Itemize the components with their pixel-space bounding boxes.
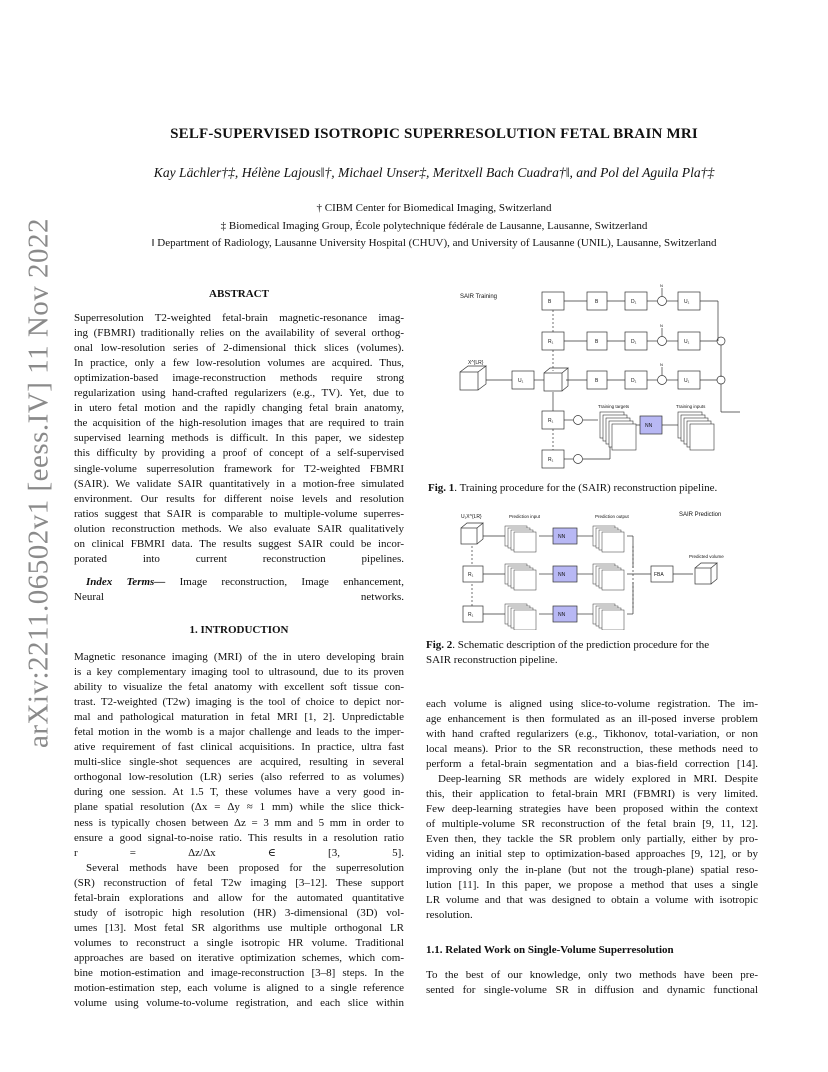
fig1-targets-label: Training targets — [598, 404, 630, 409]
fig2-output-stack — [593, 604, 624, 630]
fig2-title: SAIR Prediction — [679, 512, 722, 518]
intro-line: fetal motion in the womb is a major challenge and leads to the imper- — [74, 726, 404, 739]
right-line: Deep-learning SR methods are widely explored in MRI. Despite — [438, 773, 758, 786]
left-column — [74, 287, 404, 1011]
arxiv-identifier: arXiv:2211.06502v1 [eess.IV] 11 Nov 2022 — [22, 217, 55, 749]
fig1-training-targets-stack — [600, 412, 636, 450]
abstract-line: (SAIR). We validate SAIR quantitatively in a motion-free simulated — [74, 477, 404, 490]
right-line: lution [11]. In this paper, we propose a method that uses a single — [426, 878, 758, 891]
right-line: with hand crafted regularizers (e.g., Tikhonov, total-variation, or non — [426, 728, 758, 741]
fig2-fba-label: FBA — [654, 572, 664, 578]
fig2-label-r: R₁ — [468, 572, 474, 578]
index-terms-line-2: Neural networks. — [74, 590, 404, 603]
fig1-label-u: U₁ — [684, 299, 690, 305]
fig1-title: SAIR Training — [460, 294, 498, 300]
intro-line: ensure a good signal-to-noise ratio. This results in a resolution ratio — [74, 831, 404, 844]
right-line: age enhancement is then formulated as an ill-posed inverse problem — [426, 713, 758, 726]
fig1-noise-label: N — [660, 362, 663, 367]
fig1-input-label: X^{LR} — [468, 360, 484, 366]
intro-line: study of isotropic high resolution (HR) 3-dimensional (3D) vol- — [74, 906, 404, 919]
fig1-sum-node — [574, 455, 583, 464]
right-paragraph-2 — [426, 772, 758, 922]
fig1-label-b: B — [595, 339, 599, 345]
fig2-predicted-volume-label: Predicted volume — [689, 554, 724, 559]
intro-line: volumes to reconstruct a single isotropic HR volume. Traditional — [74, 936, 404, 949]
intro-line: orthogonal low-resolution (LR) series (also referred to as volumes) — [74, 771, 404, 784]
fig1-label-r: R₁ — [548, 339, 554, 345]
abstract-line: this difficulty by providing a proof of concept of a self-supervised — [74, 447, 404, 460]
fig1-training-inputs-stack — [678, 412, 714, 450]
fig1-nn-label: NN — [645, 423, 653, 429]
right-line: local means). Prior to the SR reconstruction, these methods need to — [426, 743, 758, 756]
intro-line: plane spatial resolution (Δx = Δy ≈ 1 mm) while the slice thick- — [74, 801, 404, 814]
right-line: resolution. — [426, 908, 473, 921]
intro-line: motion-estimation step, each volume is aligned to a single reference — [74, 982, 404, 995]
fig2-prediction-input-label: Prediction input — [509, 514, 541, 519]
abstract-line: single-volume superresolution framework for T2-weighted FBMRI — [74, 462, 404, 475]
fig1-label-d: D₁ — [631, 339, 637, 345]
abstract-line: optimization-based image-reconstruction methods require strong — [74, 372, 404, 385]
right-paragraph-1 — [426, 697, 758, 772]
abstract-line: porated into current reconstruction pipelines. — [74, 552, 404, 565]
figure-2-caption — [426, 638, 758, 668]
abstract-line: on clinical FBMRI data. The results suggest SAIR could be incor- — [74, 537, 404, 550]
intro-line: (SR) reconstruction of fetal T2w imaging [3–12]. These support — [74, 876, 404, 889]
fig1-join-node — [717, 376, 725, 384]
fig1-label-u: U₁ — [684, 339, 690, 345]
abstract-line: ratios suggest that SAIR is comparable to multiple-volume superres- — [74, 507, 404, 520]
intro-line: is a key complementary imaging tool to ultrasound, due to its proven — [74, 666, 404, 679]
fig1-label-d: D₁ — [631, 378, 637, 384]
fig2-output-stack — [593, 564, 624, 590]
fig2-label-r: R₁ — [468, 612, 474, 618]
right-line: perform a fetal-brain segmentation and a bias-field correction [14]. — [426, 758, 758, 771]
fig1-label-r: R₁ — [548, 418, 554, 424]
intro-line: approaches are based on iterative optimization schemes, which com- — [74, 951, 404, 964]
fig2-caption-line: SAIR reconstruction pipeline. — [426, 654, 558, 666]
fig2-nn-label: NN — [558, 572, 566, 578]
fig1-caption-text: . Training procedure for the (SAIR) reconstruction pipeline. — [454, 482, 718, 494]
fig2-prediction-input-stack — [505, 526, 536, 552]
fig1-sum-node — [574, 416, 583, 425]
fig2-input-cube — [461, 528, 477, 544]
abstract-line: In practice, only a few low-resolution volumes are acquired. Thus, — [74, 357, 404, 370]
fig1-label-u: U₁ — [518, 378, 524, 384]
fig2-caption-line: . Schematic description of the prediction procedure for the — [452, 639, 710, 651]
figure-2-diagram — [455, 508, 755, 630]
fig1-noise-label: N — [660, 283, 663, 288]
fig2-caption-label: Fig. 2 — [426, 639, 453, 651]
fig1-noise-label: N — [660, 323, 663, 328]
fig1-inputs-label: Training inputs — [676, 404, 706, 409]
right-line: this, their application to fetal-brain MRI (FBMRI) is very limited. — [426, 788, 758, 801]
abstract-line: Superresolution T2-weighted fetal-brain magnetic-resonance imag- — [74, 312, 404, 325]
intro-paragraph-2 — [74, 861, 404, 1011]
intro-line: fetal-brain explorations and allow for the automated quantitative — [74, 891, 404, 904]
index-terms — [74, 575, 404, 590]
fig1-sum-node — [658, 376, 667, 385]
right-line: improving only the in-plane (but not the trough-plane) spatial reso- — [426, 863, 758, 876]
right-line: each volume is aligned using slice-to-volume registration. The im- — [426, 698, 758, 710]
fig1-b-block — [542, 292, 564, 310]
paper-title: SELF-SUPERVISED ISOTROPIC SUPERRESOLUTION FETAL BRAIN MRI — [170, 126, 698, 142]
figure-1-svg — [440, 280, 760, 470]
fig2-nn-label: NN — [558, 534, 566, 540]
intro-line: umes [13]. Most fetal SR algorithms use multiple orthogonal LR — [74, 921, 404, 934]
intro-line: bine motion-estimation and image-reconstruction [3–8] steps. In the — [74, 966, 404, 979]
abstract-heading: ABSTRACT — [209, 288, 269, 300]
abstract-line: onal low-resolution series of 2-dimensional thick slices (volumes). — [74, 342, 404, 355]
figure-1-caption — [428, 481, 717, 496]
fig1-sum-node — [658, 337, 667, 346]
fig2-input-label: U₁X^{LR} — [461, 514, 482, 520]
arxiv-sidebar-stamp — [14, 217, 64, 749]
abstract-line: supervised learning methods is difficult. In this paper, we sidestep — [74, 432, 404, 445]
fig1-sum-node — [658, 297, 667, 306]
intro-line: during one session. At 1.5 T, these volumes have a very good in- — [74, 786, 404, 799]
right-line: Even then, they tackle the SR problem only partially, either by pro- — [426, 833, 758, 846]
abstract-line: regularization using hand-crafted regularizers (e.g., TV). Yet, due to — [74, 387, 404, 400]
intro-line: ness is typically chosen between Δz = 3 mm and 5 mm in order to — [74, 816, 404, 829]
abstract-line: ing (FBMRI) traditionally relies on the availability of several orthog- — [74, 327, 404, 340]
figure-1-diagram — [440, 280, 760, 470]
abstract-line: the acquisition of the high-resolution images that are required to train — [74, 417, 404, 430]
intro-line: Magnetic resonance imaging (MRI) of the in utero developing brain — [74, 650, 404, 663]
abstract-line: environment. Our results for different noise levels and resolution — [74, 492, 404, 505]
fig1-input-cube — [460, 372, 478, 390]
right-column — [426, 697, 758, 998]
right-line: viding an initial step to optimization-based approaches [9, 12], or by — [426, 848, 758, 861]
intro-line: Several methods have been proposed for the superresolution — [86, 861, 404, 874]
right-paragraph-3 — [426, 968, 758, 998]
fig1-caption-label: Fig. 1 — [428, 482, 455, 494]
fig2-input-stack — [505, 604, 536, 630]
fig2-output-cube — [695, 568, 711, 584]
fig1-label-b: B — [595, 378, 599, 384]
intro-heading: 1. INTRODUCTION — [189, 623, 289, 636]
intro-line: mal and pathological maturation in fetal MRI [1, 2]. Unpredictable — [74, 711, 404, 724]
intro-line: multi-slice single-shot sequences are acquired, resulting in several — [74, 756, 404, 769]
intro-line: r = Δz/Δx ∈ [3, 5]. — [74, 846, 404, 859]
right-line: Few deep-learning strategies have been proposed within the context — [426, 803, 758, 816]
abstract-line: in utero fetal motion and the rapidly changing fetal brain anatomy, — [74, 402, 404, 415]
intro-line: trast. T2-weighted (T2w) imaging is the tool of choice to depict nor- — [74, 696, 404, 709]
fig2-prediction-output-stack — [593, 526, 624, 552]
affiliation-2: ‡ Biomedical Imaging Group, École polytechnique fédérale de Lausanne, Lausanne, Switzerland — [220, 220, 648, 232]
intro-paragraph-1 — [74, 650, 404, 861]
intro-line: ability to visualize the fetal anatomy with excellent soft tissue con- — [74, 681, 404, 694]
subsection-heading: 1.1. Related Work on Single-Volume Superresolution — [426, 943, 674, 956]
fig1-label-b: B — [548, 299, 552, 305]
fig2-prediction-output-label: Prediction output — [595, 514, 629, 519]
fig1-label-r: R₁ — [548, 457, 554, 463]
right-line: sented for single-volume SR in diffusion and dynamic functional — [426, 983, 758, 996]
fig1-label-u: U₁ — [684, 378, 690, 384]
fig2-nn-label: NN — [558, 612, 566, 618]
fig2-input-stack — [505, 564, 536, 590]
right-line: LR volume and that was designed to obtain a volume with isotropic — [426, 893, 758, 906]
intro-line: ative requirement of fast clinical acquisitions. In practice, ultra fast — [74, 741, 404, 754]
fig1-upsampled-cube — [544, 373, 562, 391]
right-line: To the best of our knowledge, only two methods have been pre- — [426, 968, 758, 981]
fig1-label-d: D₁ — [631, 299, 637, 305]
abstract-body — [74, 311, 404, 567]
index-terms-label: Index Terms— — [86, 575, 166, 588]
right-line: of multiple-volume SR reconstruction of the fetal brain [9, 11, 12]. — [426, 818, 758, 831]
intro-line: volume using volume-to-volume registration, and each slice within — [74, 997, 404, 1010]
abstract-line: olution reconstruction methods. We also evaluate SAIR qualitatively — [74, 522, 404, 535]
affiliation-3: ‖ Department of Radiology, Lausanne University Hospital (CHUV), and University of Lausanne (UNIL), Lausanne, Switzerland — [151, 237, 717, 249]
index-terms-text: Image reconstruction, Image enhancement, — [165, 575, 404, 588]
figure-2-svg — [455, 508, 755, 630]
affiliation-1: † CIBM Center for Biomedical Imaging, Switzerland — [316, 202, 552, 214]
author-list: Kay Lächler†‡, Hélène Lajous‖†, Michael Unser‡, Meritxell Bach Cuadra†‖, and Pol del Aguila Pla†‡ — [153, 165, 715, 180]
fig1-label-b: B — [595, 299, 599, 305]
